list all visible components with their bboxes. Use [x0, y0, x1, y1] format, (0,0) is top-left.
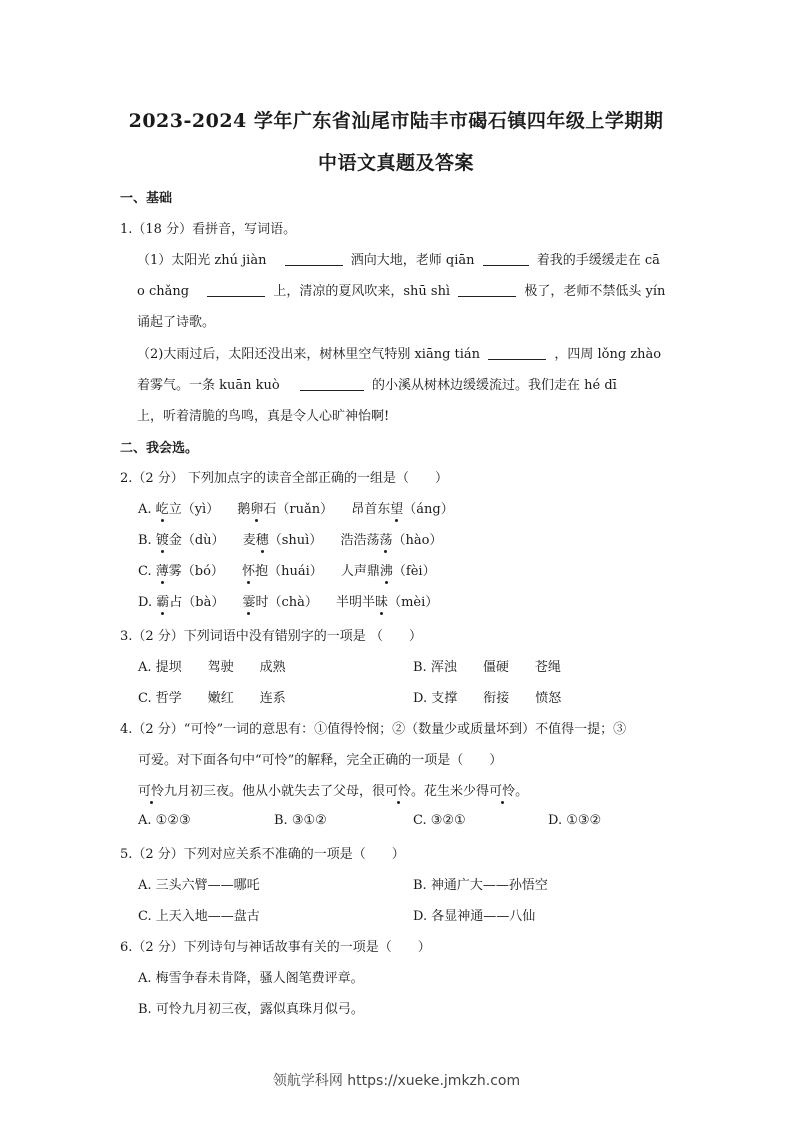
question-4-sentences	[138, 780, 528, 799]
question-6-option-b[interactable]: B. 可怜九月初三夜，露似真珠月似弓。	[138, 1002, 364, 1017]
question-5-option-a[interactable]: A. 三头六臂——哪吒	[138, 878, 260, 893]
option-text: 麦	[242, 533, 256, 548]
option-text: 半明半	[336, 595, 376, 610]
question-1-line-4	[137, 343, 661, 362]
dotted-char: 屹	[156, 498, 169, 517]
section-heading-choice: 二、我会选。	[120, 441, 199, 456]
dotted-char: 卵	[250, 498, 263, 517]
answer-blank[interactable]	[488, 345, 546, 360]
dotted-char: 昧	[375, 591, 388, 610]
option-text: 时（chà）	[255, 595, 318, 610]
q1-text: 着雾气。一条 kuān kuò	[137, 378, 280, 393]
question-1-line-3: 诵起了诗歌。	[137, 315, 216, 330]
option-text: （fèi）	[392, 564, 436, 579]
option-text: 立（yì）	[168, 502, 220, 517]
option-text: 鹅	[237, 502, 251, 517]
question-3-option-d[interactable]: D. 支撑 衔接 愤怒	[413, 691, 562, 706]
question-3-option-c[interactable]: C. 哲学 嫩红 连系	[138, 691, 286, 706]
question-5-option-b[interactable]: B. 神通广大——孙悟空	[413, 878, 548, 893]
dotted-char: 怀	[242, 560, 255, 579]
dotted-char: 霸	[156, 591, 169, 610]
option-text: （mèi）	[388, 595, 439, 610]
question-1-line-5	[137, 374, 617, 393]
option-text: （hào）	[392, 533, 443, 548]
option-text: 金（dù）	[168, 533, 225, 548]
question-1-line-6: 上，听着清脆的鸟鸣，真是令人心旷神怡啊!	[137, 409, 390, 424]
sentence-text: 。	[515, 784, 529, 799]
question-4-option-a[interactable]: A. ①②③	[138, 813, 191, 828]
question-4-stem: 4.（2 分）“可怜”一词的意思有：①值得怜悯；②（数量少或质量坏到）不值得一提；③	[120, 722, 627, 737]
option-text: （áng）	[403, 502, 454, 517]
dotted-word	[138, 784, 164, 799]
question-5-stem: 5.（2 分）下列对应关系不准确的一项是（ ）	[120, 847, 405, 862]
q1-text: （2)大雨过后，太阳还没出来，树林里空气特别 xiāng tián	[137, 347, 481, 362]
question-2-option-a[interactable]	[138, 498, 454, 517]
dotted-char: 穗	[256, 529, 269, 548]
question-4-stem-continued: 可爱。对下面各句中“可怜”的解释，完全正确的一项是（ ）	[138, 753, 503, 768]
dotted-char: 可怜	[385, 780, 411, 799]
answer-blank[interactable]	[285, 251, 343, 266]
question-5-option-d[interactable]: D. 各显神通——八仙	[413, 909, 536, 924]
q1-text: 洒向大地，老师 qiān	[350, 253, 475, 268]
question-2-stem: 2.（2 分） 下列加点字的读音全部正确的一组是（ ）	[120, 471, 448, 486]
answer-blank[interactable]	[458, 282, 516, 297]
option-text: 浩浩荡	[340, 533, 380, 548]
question-6-option-a[interactable]: A. 梅雪争春未肯降，骚人阁笔费评章。	[138, 971, 364, 986]
option-label: C.	[138, 564, 152, 579]
question-6-stem: 6.（2 分）下列诗句与神话故事有关的一项是（ ）	[120, 940, 431, 955]
question-4-option-b[interactable]: B. ③①②	[274, 813, 327, 828]
option-text: 抱（huái）	[255, 564, 323, 579]
option-text: （shuì）	[268, 533, 323, 548]
question-1-line-1	[137, 249, 660, 268]
page-title-line-2: 中语文真题及答案	[317, 152, 474, 174]
dotted-char: 可怜	[489, 780, 515, 799]
question-1-line-2	[137, 280, 665, 299]
option-text: 占（bà）	[169, 595, 225, 610]
question-5-option-c[interactable]: C. 上天入地——盘古	[138, 909, 260, 924]
q1-text: 的小溪从树林边缓缓流过。我们走在 hé dī	[372, 378, 617, 393]
dotted-char: 可怜	[138, 780, 164, 799]
answer-blank[interactable]	[300, 376, 364, 391]
q1-text: 上，清凉的夏风吹来，shū shì	[273, 284, 451, 299]
question-3-option-a[interactable]: A. 提坝 驾驶 成熟	[138, 660, 286, 675]
section-heading-basics: 一、基础	[120, 191, 173, 206]
question-3-option-b[interactable]: B. 浑浊 僵硬 苍绳	[413, 660, 561, 675]
sentence-text: 九月初三夜。他从小就失去了父母，很	[164, 784, 386, 799]
option-text: 昂首东	[351, 502, 391, 517]
q1-text: o chǎng	[137, 284, 190, 299]
option-label: B.	[138, 533, 152, 548]
q1-text: 着我的手缓缓走在 cā	[536, 253, 660, 268]
dotted-char: 薄	[156, 560, 169, 579]
q1-text: 极了，老师不禁低头 yín	[524, 284, 666, 299]
footer-watermark: 领航学科网 https://xueke.jmkzh.com	[272, 1073, 521, 1089]
question-4-option-d[interactable]: D. ①③②	[548, 813, 602, 828]
option-text: 雾（bó）	[168, 564, 224, 579]
dotted-char: 望	[390, 498, 403, 517]
sentence-text: 。花生米少得	[411, 784, 490, 799]
option-text: 石（ruǎn）	[263, 502, 334, 517]
question-3-stem: 3.（2 分）下列词语中没有错别字的一项是 （ ）	[120, 629, 422, 644]
question-4-option-c[interactable]: C. ③②①	[413, 813, 466, 828]
dotted-char: 霎	[242, 591, 255, 610]
dotted-char: 荡	[379, 529, 392, 548]
q1-text: （1）太阳光 zhú jiàn	[137, 253, 267, 268]
q1-text: ，四周 lǒng zhào	[554, 347, 662, 362]
dotted-char: 沸	[380, 560, 393, 579]
question-2-option-b[interactable]	[138, 529, 442, 548]
question-1-stem: 1.（18 分）看拼音，写词语。	[120, 222, 297, 237]
answer-blank[interactable]	[483, 251, 529, 266]
question-2-option-d[interactable]	[138, 591, 438, 610]
dotted-char: 镀	[156, 529, 169, 548]
option-text: 人声鼎	[340, 564, 380, 579]
answer-blank[interactable]	[207, 282, 265, 297]
option-label: D.	[138, 595, 153, 610]
question-2-option-c[interactable]	[138, 560, 436, 579]
option-label: A.	[138, 502, 152, 517]
page-title-line-1: 2023-2024 学年广东省汕尾市陆丰市碣石镇四年级上学期期	[128, 110, 664, 132]
